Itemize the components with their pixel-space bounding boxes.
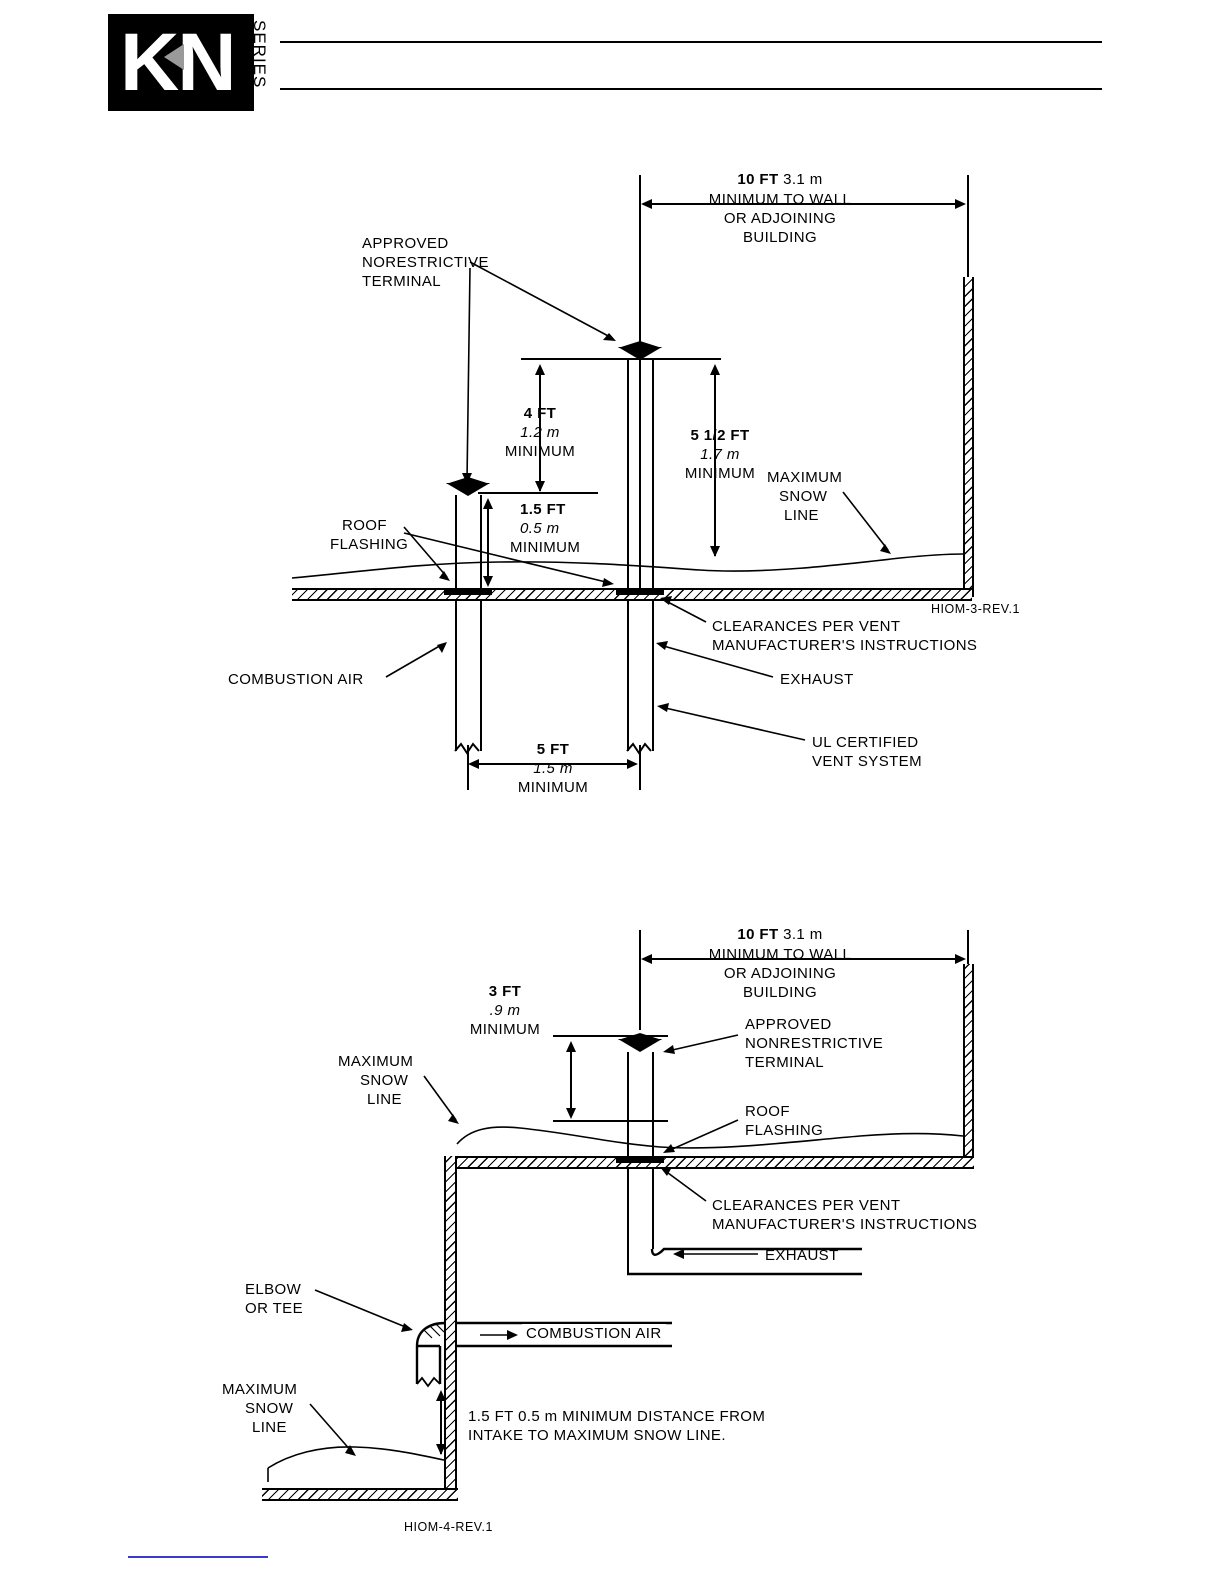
footer-link-underline[interactable] [128,1556,268,1558]
dim2-10ft-metric: 3.1 m [783,926,823,943]
callout-exhaust-2: EXHAUST [765,1247,839,1264]
dim2-15ft-note1: MINIMUM DISTANCE FROM [562,1408,766,1425]
dim-10ft-metric: 3.1 m [783,171,823,188]
dim2-3ft-note: MINIMUM [469,1021,541,1038]
dim-10ft-feet: 10 FT [737,171,779,188]
dim2-10ft-feet: 10 FT [737,926,779,943]
dim-55ft-note: MINIMUM [684,465,756,482]
callout-clearances-line1: CLEARANCES PER VENT [712,618,901,635]
dim2-3ft-metric: .9 m [489,1002,521,1019]
callout2-snow-top-2: SNOW [360,1072,409,1089]
dim-15ft-note: MINIMUM [510,539,581,556]
dim-15ft-value: 1.5 FT [520,501,566,518]
dim2-3ft-value: 3 FT [488,983,522,1000]
callout-approved-terminal-line1: APPROVED [362,235,449,252]
callout2-elbow-line1: ELBOW [245,1281,302,1298]
dim2-15ft-metric: 0.5 m [518,1408,558,1425]
callout-leader-snow-bottom-2 [0,880,1225,1560]
callout2-snow-top-1: MAXIMUM [338,1053,414,1070]
callout2-clearances-line1: CLEARANCES PER VENT [712,1197,901,1214]
dim-4ft-value: 4 FT [523,405,557,422]
callout-approved-terminal-line2: NORESTRICTIVE [362,254,489,271]
callout2-approved-terminal-line1: APPROVED [745,1016,832,1033]
callout2-elbow-line2: OR TEE [245,1300,303,1317]
dim2-15ft-value: 1.5 FT [468,1408,514,1425]
dim-10ft-note-3: BUILDING [742,229,818,246]
callout2-approved-terminal-line3: TERMINAL [745,1054,825,1071]
drawing-number-hiom3: HIOM-3-REV.1 [931,602,1020,616]
dim2-15ft-note2: INTAKE TO MAXIMUM SNOW LINE. [468,1427,726,1444]
drawing-number-hiom4: HIOM-4-REV.1 [404,1520,493,1534]
dim-10ft-note-2: OR ADJOINING [723,210,837,227]
callout2-approved-terminal-line2: NONRESTRICTIVE [745,1035,884,1052]
callout-snow-line-1: MAXIMUM [767,469,843,486]
dim-55ft-value: 5 1/2 FT [690,427,750,444]
callout2-roof-flashing-line1: ROOF [745,1103,790,1120]
callout2-snow-bottom-2: SNOW [245,1400,294,1417]
callout2-clearances-line2: MANUFACTURER'S INSTRUCTIONS [712,1216,978,1233]
callout2-snow-bottom-3: LINE [252,1419,287,1436]
dim-5ft-value: 5 FT [536,741,570,758]
callout2-snow-bottom-1: MAXIMUM [222,1381,298,1398]
callout-snow-line-3: LINE [784,507,819,524]
callout-clearances-line2: MANUFACTURER'S INSTRUCTIONS [712,637,978,654]
callout-exhaust: EXHAUST [780,671,854,688]
dim-55ft-metric: 1.7 m [700,446,740,463]
callout2-combustion-air: COMBUSTION AIR [522,1324,666,1343]
dim2-10ft-note-2: OR ADJOINING [723,965,837,982]
callout-snow-line-2: SNOW [779,488,828,505]
callout-vent-system-line1: UL CERTIFIED [812,734,919,751]
callout-roof-flashing-line1: ROOF [342,517,387,534]
dim-15ft-metric: 0.5 m [520,520,560,537]
callout-approved-terminal-line3: TERMINAL [362,273,442,290]
logo-letters: KN [120,17,235,108]
dim-4ft-note: MINIMUM [504,443,576,460]
dim2-10ft-note-1: MINIMUM TO WALL [708,946,852,963]
logo-series-label: SERIES [250,20,269,89]
callout2-roof-flashing-line2: FLASHING [745,1122,824,1139]
dim-4ft-metric: 1.2 m [520,424,560,441]
dim-5ft-metric: 1.5 m [533,760,573,777]
callout-vent-system-line2: VENT SYSTEM [812,753,922,770]
dim-5ft-note: MINIMUM [517,779,589,796]
dim-10ft-note-1: MINIMUM TO WALL [708,191,852,208]
figure-sidewall-vent [0,880,1225,1560]
dim2-10ft-note-3: BUILDING [742,984,818,1001]
callout2-snow-top-3: LINE [367,1091,402,1108]
callout-combustion-air: COMBUSTION AIR [228,671,364,688]
callout-roof-flashing-line2: FLASHING [330,536,409,553]
